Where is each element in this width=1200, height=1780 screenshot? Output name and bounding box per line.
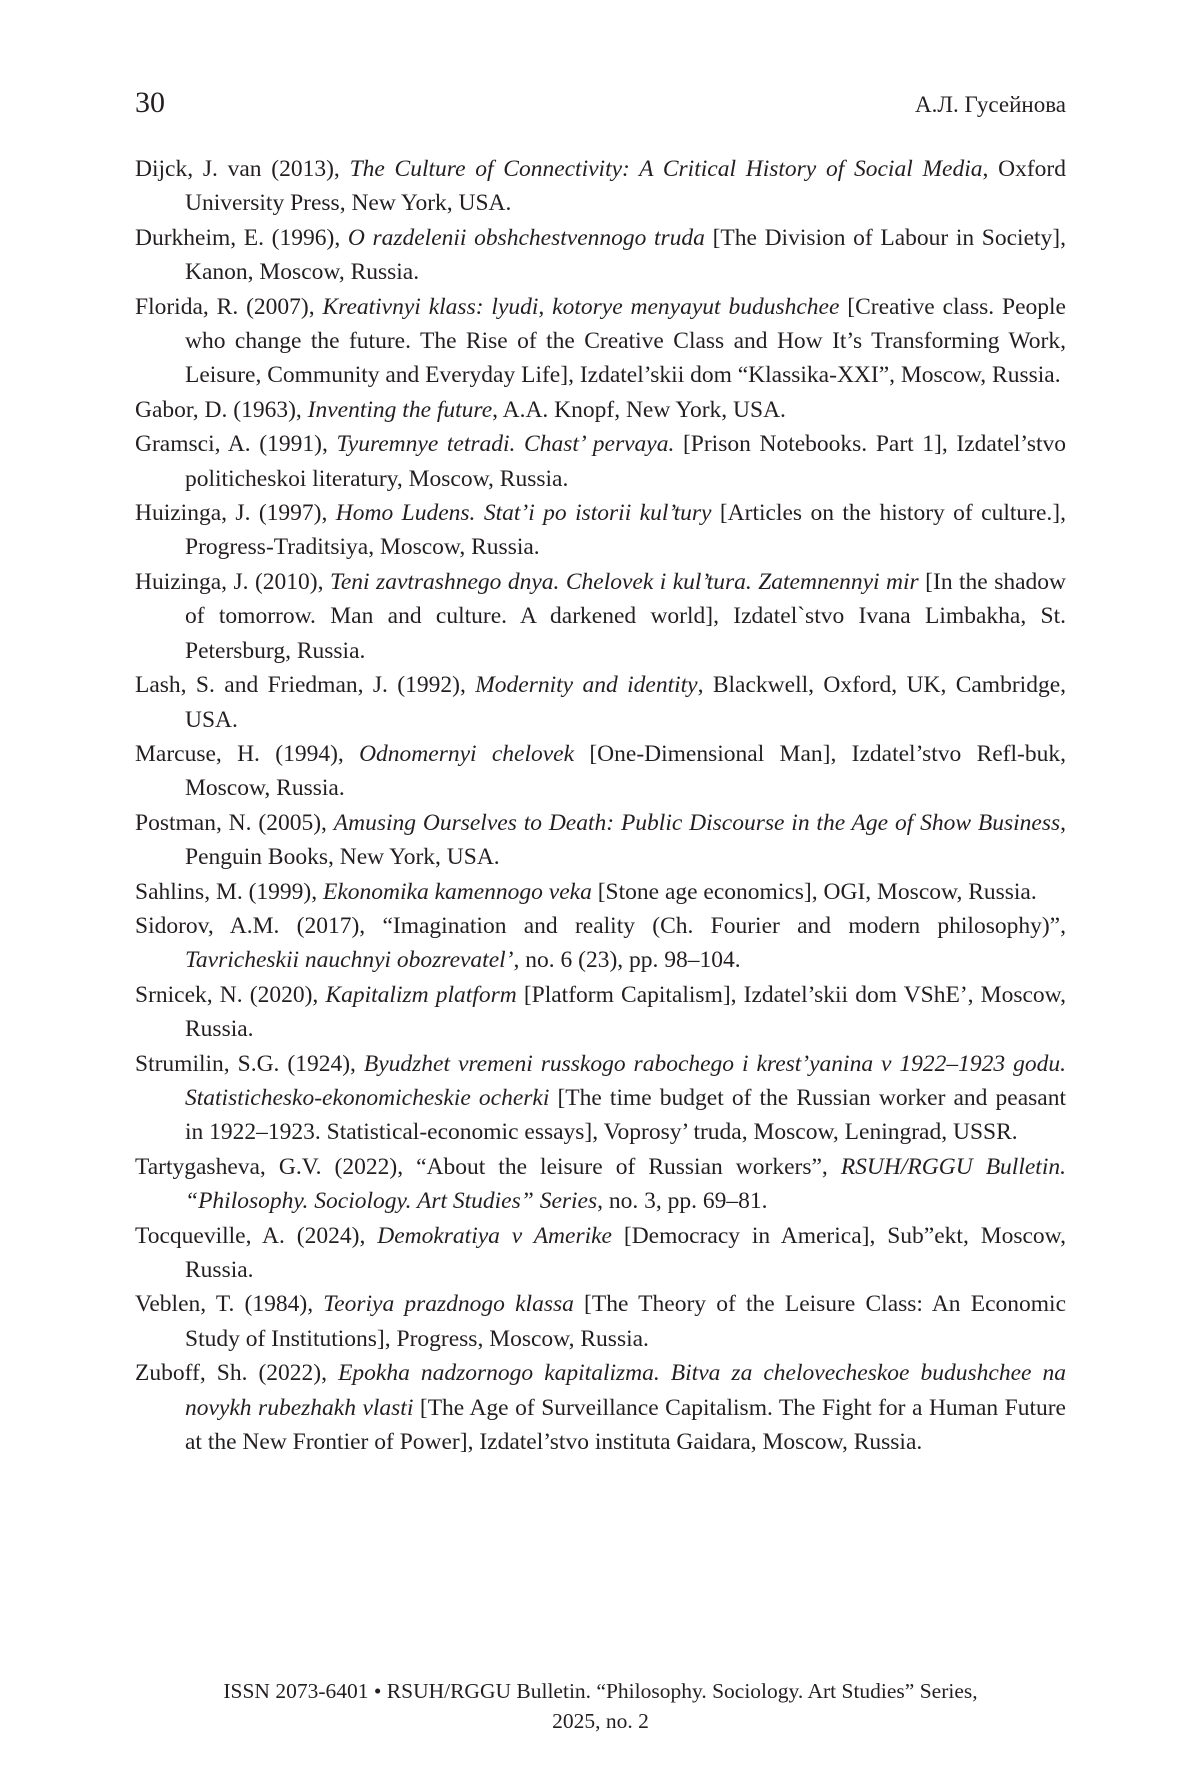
reference-title: Ekonomika kamennogo veka bbox=[323, 878, 592, 905]
reference-entry bbox=[135, 427, 1066, 496]
reference-entry bbox=[135, 1047, 1066, 1150]
reference-pre: Tocqueville, A. (2024), bbox=[135, 1222, 378, 1249]
reference-entry bbox=[135, 496, 1066, 565]
reference-entry bbox=[135, 978, 1066, 1047]
reference-post: , Blackwell, Oxford, UK, Cambridge, USA. bbox=[185, 672, 1066, 733]
reference-entry bbox=[135, 393, 1066, 427]
reference-title: Demokratiya v Amerike bbox=[377, 1222, 612, 1249]
reference-title: The Culture of Connectivity: A Critical History of Social Media bbox=[349, 156, 983, 182]
reference-post: , Oxford University Press, New York, USA. bbox=[185, 156, 1067, 217]
reference-title: Epokha nadzornogo kapitalizma. Bitva za chelovecheskoe budushchee na novykh rubezhakh vlasti bbox=[185, 1360, 1067, 1421]
reference-entry bbox=[135, 565, 1066, 668]
reference-entry bbox=[135, 875, 1066, 909]
reference-title: Amusing Ourselves to Death: Public Discourse in the Age of Show Business bbox=[333, 809, 1061, 836]
reference-pre: Huizinga, J. (1997), bbox=[135, 500, 336, 527]
reference-pre: Postman, N. (2005), bbox=[135, 809, 334, 836]
reference-entry bbox=[135, 668, 1066, 737]
reference-post: [The Division of Labour in Society], Kanon, Moscow, Russia. bbox=[185, 224, 1066, 286]
reference-entry bbox=[135, 221, 1066, 290]
reference-title: Kreativnyi klass: lyudi, kotorye menyayut budushchee bbox=[322, 293, 840, 320]
reference-pre: Dijck, J. van (2013), bbox=[135, 156, 350, 182]
reference-post: , A.A. Knopf, New York, USA. bbox=[492, 396, 786, 423]
reference-pre: Gramsci, A. (1991), bbox=[135, 431, 337, 458]
reference-title: Tyuremnye tetradi. Chast’ pervaya. bbox=[336, 431, 675, 458]
reference-title: Byudzhet vremeni russkogo rabochego i krest’yanina v 1922–1923 godu. Statistichesko-ekonomicheskie ocherki bbox=[185, 1050, 1067, 1111]
reference-title: Tavricheskii nauchnyi obozrevatel’ bbox=[185, 947, 514, 974]
reference-entry bbox=[135, 806, 1066, 875]
reference-pre: Durkheim, E. (1996), bbox=[135, 224, 348, 251]
reference-post: [Creative class. People who change the future. The Rise of the Creative Class and How It’s Transforming Work, Leisure, Community and Everyday Life], Izdatel’skii dom “Klassika-XXI”, Moscow, Russia. bbox=[185, 293, 1066, 389]
page-number: 30 bbox=[135, 86, 165, 119]
page-footer bbox=[135, 1676, 1066, 1736]
reference-entry bbox=[135, 1219, 1066, 1288]
reference-pre: Sahlins, M. (1999), bbox=[135, 878, 323, 905]
reference-title: Teni zavtrashnego dnya. Chelovek i kul’tura. Zatemnennyi mir bbox=[329, 568, 919, 595]
reference-pre: Strumilin, S.G. (1924), bbox=[135, 1050, 364, 1077]
reference-post: [One-Dimensional Man], Izdatel’stvo Refl-buk, Moscow, Russia. bbox=[185, 740, 1066, 802]
reference-entry bbox=[135, 909, 1066, 978]
reference-post: [The time budget of the Russian worker and peasant in 1922–1923. Statistical-economic essays], Voprosy’ truda, Moscow, Leningrad, USSR. bbox=[185, 1084, 1066, 1146]
reference-pre: Zuboff, Sh. (2022), bbox=[135, 1360, 339, 1387]
reference-entry bbox=[135, 1150, 1066, 1219]
running-header bbox=[135, 86, 1066, 120]
reference-entry bbox=[135, 1287, 1066, 1356]
reference-post: [Platform Capitalism], Izdatel’skii dom VShE’, Moscow, Russia. bbox=[185, 981, 1066, 1043]
reference-post: [The Age of Surveillance Capitalism. The Fight for a Human Future at the New Frontier of Power], Izdatel’stvo instituta Gaidara, Moscow, Russia. bbox=[185, 1394, 1066, 1456]
reference-title: RSUH/RGGU Bulletin. “Philosophy. Sociology. Art Studies” Series bbox=[185, 1153, 1066, 1215]
reference-pre: Gabor, D. (1963), bbox=[135, 396, 308, 423]
footer-issue-line: 2025, no. 2 bbox=[552, 1709, 649, 1733]
reference-pre: Huizinga, J. (2010), bbox=[135, 568, 330, 595]
footer-journal-line: ISSN 2073-6401 • RSUH/RGGU Bulletin. “Philosophy. Sociology. Art Studies” Series, bbox=[223, 1679, 978, 1703]
reference-post: , no. 6 (23), pp. 98–104. bbox=[513, 947, 741, 974]
reference-post: , no. 3, pp. 69–81. bbox=[597, 1188, 768, 1215]
reference-title: Inventing the future bbox=[307, 396, 493, 423]
reference-title: Teoriya prazdnogo klassa bbox=[323, 1291, 574, 1318]
reference-post: [Stone age economics], OGI, Moscow, Russia. bbox=[591, 878, 1037, 905]
reference-entry bbox=[135, 1356, 1066, 1459]
reference-post: [Articles on the history of culture.], Progress-Traditsiya, Moscow, Russia. bbox=[185, 500, 1066, 561]
reference-pre: Florida, R. (2007), bbox=[135, 293, 323, 320]
reference-post: [The Theory of the Leisure Class: An Economic Study of Institutions], Progress, Moscow, Russia. bbox=[185, 1291, 1067, 1352]
reference-list bbox=[135, 152, 1066, 1459]
reference-post: , Penguin Books, New York, USA. bbox=[185, 809, 1066, 871]
reference-pre: Sidorov, A.M. (2017), “Imagination and reality (Ch. Fourier and modern philosophy)”, bbox=[135, 912, 1066, 939]
reference-post: [Prison Notebooks. Part 1], Izdatel’stvo politicheskoi literatury, Moscow, Russia. bbox=[185, 431, 1067, 492]
reference-title: Modernity and identity bbox=[475, 672, 698, 699]
reference-pre: Srnicek, N. (2020), bbox=[135, 981, 326, 1008]
running-author: А.Л. Гусейнова bbox=[915, 92, 1066, 117]
reference-title: Homo Ludens. Stat’i po istorii kul’tury bbox=[335, 500, 712, 527]
reference-entry bbox=[135, 737, 1066, 806]
reference-entry bbox=[135, 152, 1066, 221]
reference-title: O razdelenii obshchestvennogo truda bbox=[347, 224, 705, 251]
reference-post: [Democracy in America], Sub”ekt, Moscow, Russia. bbox=[185, 1222, 1067, 1283]
reference-post: [In the shadow of tomorrow. Man and culture. A darkened world], Izdatel`stvo Ivana Limbakha, St. Petersburg, Russia. bbox=[185, 568, 1067, 664]
reference-title: Odnomernyi chelovek bbox=[359, 740, 575, 767]
reference-entry bbox=[135, 290, 1066, 393]
reference-pre: Lash, S. and Friedman, J. (1992), bbox=[135, 672, 476, 699]
reference-pre: Marcuse, H. (1994), bbox=[135, 740, 360, 767]
reference-title: Kapitalizm platform bbox=[325, 981, 517, 1008]
reference-pre: Tartygasheva, G.V. (2022), “About the leisure of Russian workers”, bbox=[135, 1153, 841, 1180]
reference-pre: Veblen, T. (1984), bbox=[135, 1291, 324, 1318]
